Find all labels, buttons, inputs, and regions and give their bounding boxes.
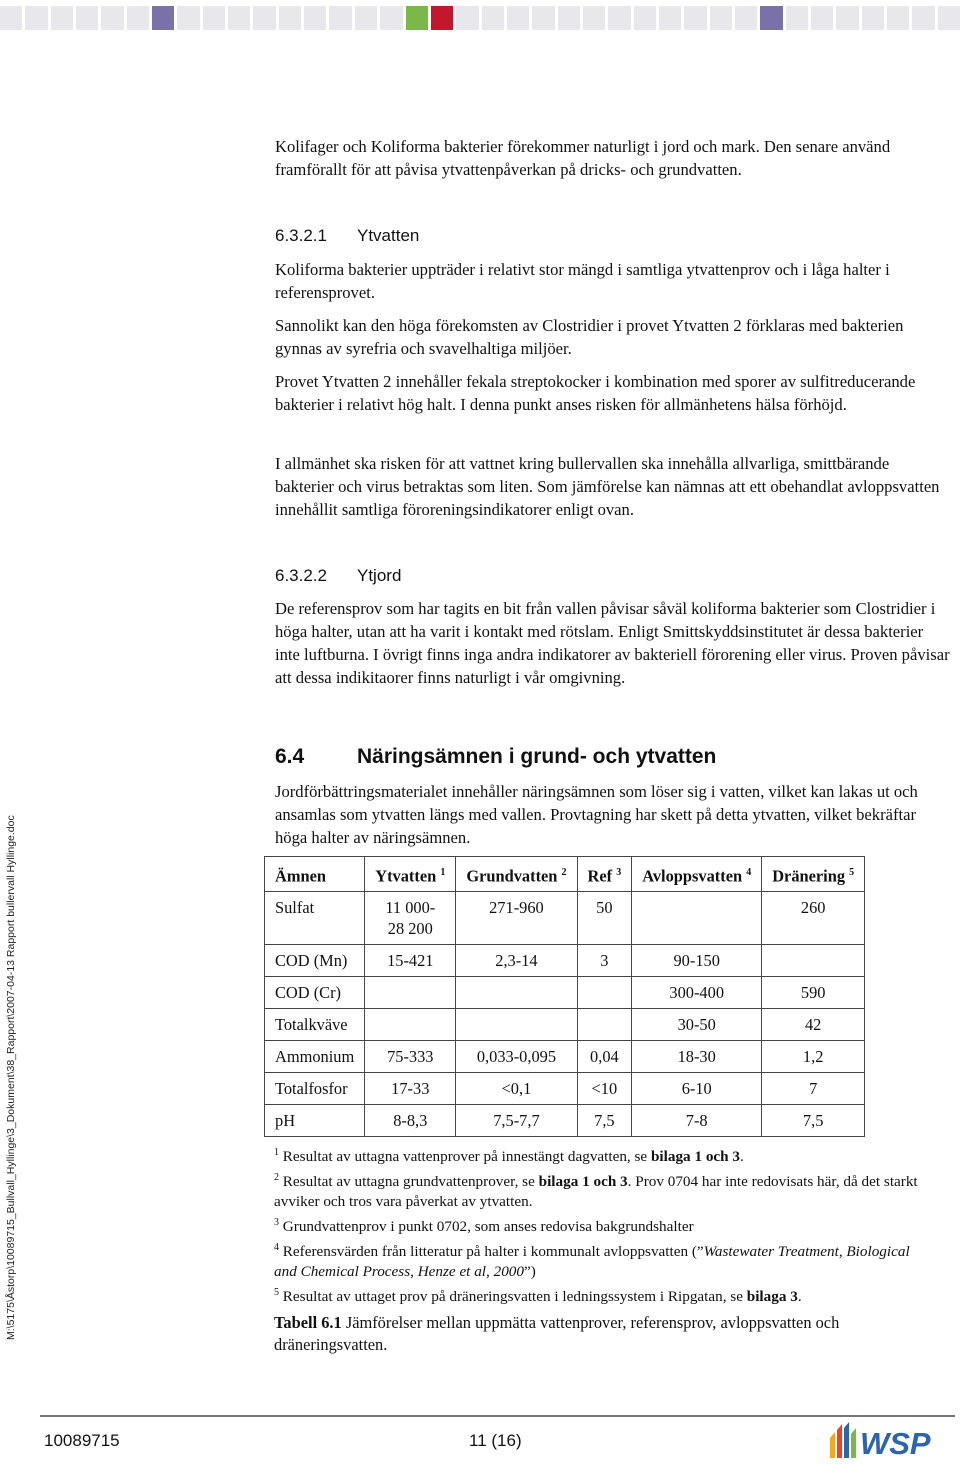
table-row-label: COD (Cr) xyxy=(265,977,365,1009)
header-color-square xyxy=(507,6,529,30)
naringsamnen-paragraph: Jordförbättringsmaterialet innehåller näringsämnen som löser sig i vatten, vilket kan lakas ut och ansamlas som ytvatten längs med vallen. Provtagning har skett på detta ytvatten, vilket bekräftar höga halter av näringsämnen. xyxy=(275,782,918,847)
table-cell: 590 xyxy=(762,977,865,1009)
table-body xyxy=(265,892,865,1137)
table-cell: 7 xyxy=(762,1073,865,1105)
footnote-5: $^5$ Resultat av uttaget prov på dräneringsvatten i ledningssystem i Ripgatan, se bilaga 3. xyxy=(274,1286,802,1305)
table-cell: 271-960 xyxy=(456,892,577,945)
table-cell: 11 000- 28 200 xyxy=(365,892,456,945)
heading-ytjord xyxy=(275,566,401,586)
table-header-cell: Ämnen xyxy=(265,857,365,892)
header-color-square xyxy=(862,6,884,30)
table-cell xyxy=(577,1009,632,1041)
header-color-square xyxy=(380,6,402,30)
table-cell: 90-150 xyxy=(632,945,762,977)
table-cell: <0,1 xyxy=(456,1073,577,1105)
header-color-square xyxy=(684,6,706,30)
header-color-square xyxy=(558,6,580,30)
table-cell: 15-421 xyxy=(365,945,456,977)
header-color-square xyxy=(177,6,199,30)
header-color-square xyxy=(760,6,782,30)
table-row xyxy=(265,1009,865,1041)
table-cell: 7,5-7,7 xyxy=(456,1105,577,1137)
ytvatten-paragraph-4: I allmänhet ska risken för att vattnet kring bullervallen ska innehålla allvarliga, smittbärande bakterier och virus betraktas som liten. Som jämförelse kan nämnas att ett obehandlat avloppsvatten innehållit samtliga föroreningsindikatorer enligt ovan. xyxy=(275,454,940,519)
table-header-cell: Ytvatten $^1$ xyxy=(365,857,456,892)
heading-naringsamnen xyxy=(275,745,716,769)
caption-label: Tabell 6.1 xyxy=(274,1313,342,1332)
header-color-square xyxy=(836,6,858,30)
table-footnotes xyxy=(274,1143,934,1307)
footer-document-number: 10089715 xyxy=(44,1431,120,1450)
header-color-square xyxy=(228,6,250,30)
table-cell: 8-8,3 xyxy=(365,1105,456,1137)
document-path: M:\5175\Åstorp\10089715_Bullvall_Hyllinge\3_Dokument\38_Rapport\2007-04-13 Rapport bullervall Hyllinge.doc xyxy=(5,815,17,1340)
header-color-square xyxy=(329,6,351,30)
table-row xyxy=(265,892,865,945)
table-row-label: Totalkväve xyxy=(265,1009,365,1041)
heading-ytvatten xyxy=(275,226,419,246)
header-color-square xyxy=(203,6,225,30)
nutrient-table xyxy=(264,856,865,1137)
header-color-square xyxy=(912,6,934,30)
table-cell: 18-30 xyxy=(632,1041,762,1073)
header-color-square xyxy=(735,6,757,30)
header-color-bar xyxy=(0,0,960,38)
ytvatten-paragraph-1: Koliforma bakterier uppträder i relativt stor mängd i samtliga ytvattenprov och i låga halter i referensprovet. xyxy=(275,260,890,302)
header-color-square xyxy=(355,6,377,30)
table-row-label: Totalfosfor xyxy=(265,1073,365,1105)
header-color-square xyxy=(304,6,326,30)
caption-text: Jämförelser mellan uppmätta vattenprover, referensprov, avloppsvatten och dräneringsvatten. xyxy=(274,1313,840,1354)
table-cell: 50 xyxy=(577,892,632,945)
header-color-square xyxy=(127,6,149,30)
table-cell: 30-50 xyxy=(632,1009,762,1041)
table-header-row xyxy=(265,857,865,892)
table-row-label: COD (Mn) xyxy=(265,945,365,977)
footnote-1: $^1$ Resultat av uttagna vattenprover på innestängt dagvatten, se bilaga 1 och 3. xyxy=(274,1147,744,1166)
header-color-square xyxy=(431,6,453,30)
heading-number: 6.4 xyxy=(275,745,305,768)
table-cell xyxy=(365,1009,456,1041)
header-color-square xyxy=(253,6,275,30)
table-cell: 2,3-14 xyxy=(456,945,577,977)
header-color-square xyxy=(456,6,478,30)
header-color-square xyxy=(482,6,504,30)
table-row-label: Sulfat xyxy=(265,892,365,945)
header-color-square xyxy=(51,6,73,30)
table-row xyxy=(265,977,865,1009)
table-row xyxy=(265,1073,865,1105)
header-color-square xyxy=(710,6,732,30)
table-row xyxy=(265,1041,865,1073)
header-color-square xyxy=(406,6,428,30)
table-row-label: Ammonium xyxy=(265,1041,365,1073)
header-color-square xyxy=(279,6,301,30)
table-cell xyxy=(762,945,865,977)
intro-paragraph: Kolifager och Koliforma bakterier förekommer naturligt i jord och mark. Den senare använd framförallt för att påvisa ytvattenpåverkan på dricks- och grundvatten. xyxy=(275,137,891,179)
header-color-square xyxy=(634,6,656,30)
header-color-square xyxy=(25,6,47,30)
table-cell xyxy=(456,977,577,1009)
table-cell: <10 xyxy=(577,1073,632,1105)
table-cell xyxy=(577,977,632,1009)
ytvatten-paragraph-2: Sannolikt kan den höga förekomsten av Clostridier i provet Ytvatten 2 förklaras med bakterien gynnas av syrefria och svavelhaltiga miljöer. xyxy=(275,316,904,358)
ytjord-paragraph: De referensprov som har tagits en bit från vallen påvisar såväl koliforma bakterier som Clostridier i höga halter, utan att ha varit i kontakt med rötslam. Enligt Smittskyddsinstitutet är dessa bakterier inte luftburna. I övrigt finns inga andra indikatorer av bakteriell förorening eller virus. Proven påvisar att dessa indikitaorer finns naturligt i vår omgivning. xyxy=(275,599,950,687)
heading-title: Näringsämnen i grund- och ytvatten xyxy=(357,745,717,768)
header-color-square xyxy=(786,6,808,30)
table-row xyxy=(265,1105,865,1137)
footnote-4: $^4$ Referensvärden från litteratur på halter i kommunalt avloppsvatten (”Wastewater Treatment, Biological and Chemical Process, Henze et al, 2000”) xyxy=(274,1241,910,1281)
table-cell: 3 xyxy=(577,945,632,977)
header-color-square xyxy=(887,6,909,30)
table-caption xyxy=(274,1312,950,1356)
table-cell: 1,2 xyxy=(762,1041,865,1073)
table-cell: 75-333 xyxy=(365,1041,456,1073)
ytvatten-paragraph-3: Provet Ytvatten 2 innehåller fekala streptokocker i kombination med sporer av sulfitreducerande bakterier i relativt hög halt. I denna punkt anses risken för allmänhetens hälsa förhöjd. xyxy=(275,372,916,414)
table-cell xyxy=(632,892,762,945)
wsp-logo xyxy=(828,1418,956,1462)
table-header-cell: Dränering $^5$ xyxy=(762,857,865,892)
table-header-cell: Avloppsvatten $^4$ xyxy=(632,857,762,892)
header-color-square xyxy=(76,6,98,30)
footnote-2: $^2$ Resultat av uttagna grundvattenprover, se bilaga 1 och 3. Prov 0704 har inte redovisats här, då det starkt avviker och tros vara påverkat av ytvatten. xyxy=(274,1171,918,1211)
table-cell xyxy=(456,1009,577,1041)
footer-divider xyxy=(40,1415,955,1417)
header-color-square xyxy=(152,6,174,30)
header-color-square xyxy=(659,6,681,30)
table-cell xyxy=(365,977,456,1009)
heading-title: Ytvatten xyxy=(357,226,420,245)
footer-page-number: 11 (16) xyxy=(469,1431,522,1450)
heading-number: 6.3.2.2 xyxy=(275,566,327,585)
table-cell: 300-400 xyxy=(632,977,762,1009)
header-color-square xyxy=(532,6,554,30)
table-header-cell: Ref $^3$ xyxy=(577,857,632,892)
table-cell: 17-33 xyxy=(365,1073,456,1105)
header-color-square xyxy=(101,6,123,30)
logo-text: WSP xyxy=(860,1426,931,1461)
table-cell: 7-8 xyxy=(632,1105,762,1137)
header-color-square xyxy=(608,6,630,30)
table-header-cell: Grundvatten $^2$ xyxy=(456,857,577,892)
table-cell: 0,033-0,095 xyxy=(456,1041,577,1073)
table-row xyxy=(265,945,865,977)
header-color-square xyxy=(0,6,22,30)
table-cell: 6-10 xyxy=(632,1073,762,1105)
table-cell: 7,5 xyxy=(762,1105,865,1137)
heading-number: 6.3.2.1 xyxy=(275,226,327,245)
logo-mark-icon xyxy=(830,1422,856,1458)
header-color-square xyxy=(938,6,960,30)
heading-title: Ytjord xyxy=(357,566,402,585)
table-cell: 42 xyxy=(762,1009,865,1041)
table-cell: 7,5 xyxy=(577,1105,632,1137)
table-cell: 260 xyxy=(762,892,865,945)
footnote-3: $^3$ Grundvattenprov i punkt 0702, som anses redovisa bakgrundshalter xyxy=(274,1216,694,1235)
header-color-square xyxy=(811,6,833,30)
table-row-label: pH xyxy=(265,1105,365,1137)
table-cell: 0,04 xyxy=(577,1041,632,1073)
header-color-square xyxy=(583,6,605,30)
